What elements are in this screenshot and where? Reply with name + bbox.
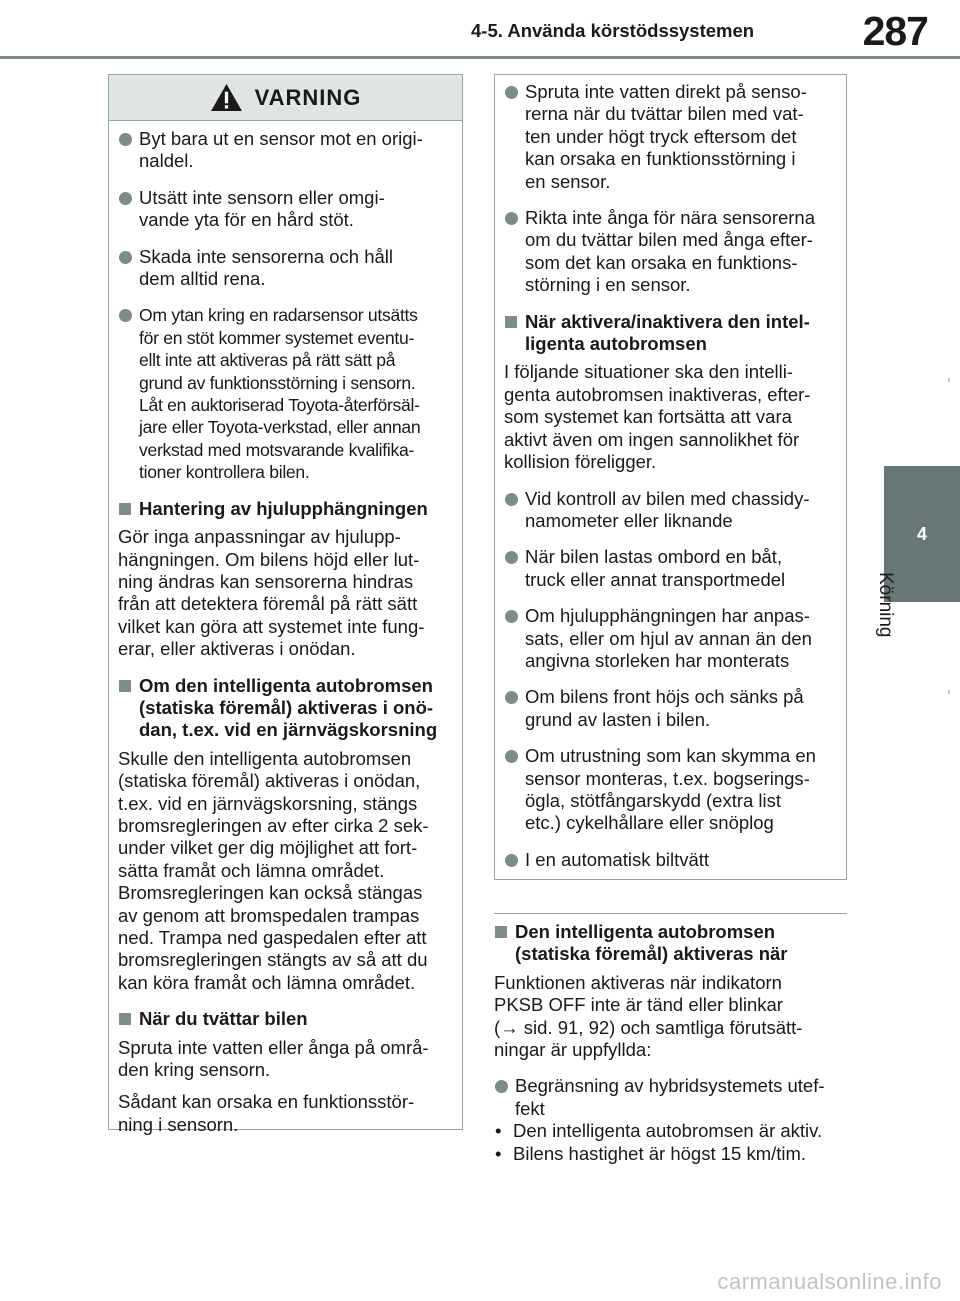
list-item-text: Om hjulupphängningen har anpas- sats, eller om hjul av annan än den angivna storleken har monterats bbox=[525, 605, 812, 671]
section-title: 4-5. Använda körstödssystemen bbox=[471, 20, 755, 41]
list-item-text: Skada inte sensorerna och håll dem alltid rena. bbox=[139, 245, 394, 290]
bullet-dot-icon bbox=[119, 251, 132, 264]
list-item-text: Vid kontroll av bilen med chassidy- namometer eller liknande bbox=[525, 487, 810, 531]
margin-tick bbox=[948, 690, 950, 694]
header-rule bbox=[0, 56, 960, 59]
list-item bbox=[504, 605, 832, 672]
bullet-dot-icon bbox=[119, 309, 132, 322]
list-item bbox=[118, 128, 448, 173]
section-heading-text: Om den intelligenta autobromsen (statiska föremål) aktiveras i onö- dan, t.ex. vid en järnvägskorsning bbox=[139, 674, 438, 741]
margin-tick bbox=[948, 378, 950, 382]
warning-label: VARNING bbox=[254, 84, 362, 110]
list-item bbox=[504, 488, 832, 533]
section-heading bbox=[494, 921, 847, 966]
list-item-text: Om utrustning som kan skymma en sensor monteras, t.ex. bogserings- ögla, stötfångarskydd (extra list etc.) cykelhållare eller snöplog bbox=[525, 745, 816, 834]
paragraph: Gör inga anpassningar av hjulupp- hängningen. Om bilens höjd eller lut- ning ändras kan sensorerna hindras från att detektera föremål på rätt sätt vilket kan göra att systemet inte fung- erar, eller aktiveras i onödan. bbox=[118, 526, 425, 660]
paragraph: I följande situationer ska den intelli- genta autobromsen inaktiveras, efter- som systemet kan fortsätta att vara aktivt även om ingen sannolikhet för kollision föreligger. bbox=[504, 361, 811, 473]
list-item-text: Begränsning av hybridsystemets utef- fekt bbox=[515, 1075, 825, 1119]
section-heading bbox=[504, 311, 832, 356]
list-item bbox=[118, 187, 448, 232]
list-item bbox=[494, 1075, 847, 1120]
paragraph: Skulle den intelligenta autobromsen (statiska föremål) aktiveras i onödan, t.ex. vid en järnvägskorsning, stängs bromsregleringen av efter cirka 2 sek- under vilket ger dig möjlighet att fort- sätta framåt och lämna området. Bromsregleringen kan också stängas av genom att bromspedalen trampas ned. Trampa ned gaspedalen efter att bromsregleringen stängts av så att du kan köra framåt och lämna området. bbox=[118, 747, 429, 993]
watermark: carmanualsonline.info bbox=[717, 1269, 942, 1294]
warning-content bbox=[109, 121, 462, 1136]
square-bullet-icon bbox=[505, 316, 517, 328]
bullet-dot-icon bbox=[505, 750, 518, 763]
square-bullet-icon bbox=[119, 1013, 131, 1025]
section-heading-text: När aktivera/inaktivera den intel- ligenta autobromsen bbox=[525, 310, 810, 355]
square-bullet-icon bbox=[119, 503, 131, 515]
chapter-number: 4 bbox=[916, 523, 927, 544]
list-item bbox=[494, 1120, 847, 1142]
bullet-dot-icon bbox=[505, 86, 518, 99]
bullet-dot-icon bbox=[505, 551, 518, 564]
bullet-dot-icon bbox=[119, 133, 132, 146]
list-item-text: Byt bara ut en sensor mot en origi- naldel. bbox=[139, 128, 423, 172]
bullet-dot-icon bbox=[505, 493, 518, 506]
list-item-text: Spruta inte vatten direkt på senso- rerna när du tvättar bilen med vat- ten under högt tryck eftersom det kan orsaka en funktionsstörning i en sensor. bbox=[525, 81, 807, 192]
chapter-label: Körning bbox=[875, 572, 896, 638]
bullet-dot-icon bbox=[119, 192, 132, 205]
bullet-dot-icon bbox=[495, 1080, 508, 1093]
list-item-text: När bilen lastas ombord en båt, truck eller annat transportmedel bbox=[525, 546, 786, 590]
list-item-text: Den intelligenta autobromsen är aktiv. bbox=[513, 1120, 823, 1142]
list-item-text: I en automatisk biltvätt bbox=[525, 848, 710, 870]
list-item-text: Bilens hastighet är högst 15 km/tim. bbox=[513, 1142, 807, 1164]
bullet-dot-icon bbox=[505, 212, 518, 225]
bullet-dot-icon bbox=[505, 854, 518, 867]
dot-bullet-icon: • bbox=[495, 1142, 502, 1164]
square-bullet-icon bbox=[495, 926, 507, 938]
warning-box bbox=[108, 74, 463, 1135]
list-item bbox=[118, 304, 448, 483]
section-heading bbox=[118, 675, 448, 742]
list-item bbox=[504, 81, 832, 193]
list-item bbox=[504, 686, 832, 731]
list-item-text: Rikta inte ånga för nära sensorerna om du tvättar bilen med ånga efter- som det kan orsaka en funktions- störning i en sensor. bbox=[525, 207, 816, 296]
list-item-text: Om ytan kring en radarsensor utsätts för en stöt kommer systemet eventu- ellt inte att aktiveras på rätt sätt på grund av funktionsstörning i sensorn. Låt en auktoriserad Toyota-återförsäl- jare eller Toyota-verkstad, eller annan verkstad med motsvarande kvalifika- tioner kontrollera bilen. bbox=[139, 305, 421, 483]
warning-content bbox=[495, 75, 846, 871]
list-item bbox=[504, 745, 832, 835]
list-item-text: Utsätt inte sensorn eller omgi- vande yta för en hård stöt. bbox=[139, 186, 385, 231]
warning-triangle-icon bbox=[210, 83, 243, 112]
warning-box-continued bbox=[494, 74, 847, 880]
list-item bbox=[504, 546, 832, 591]
paragraph: Spruta inte vatten eller ånga på områ- den kring sensorn. bbox=[118, 1036, 429, 1081]
square-bullet-icon bbox=[119, 680, 131, 692]
activation-section bbox=[494, 913, 847, 1165]
section-heading-text: Hantering av hjulupphängningen bbox=[139, 497, 428, 519]
section-heading bbox=[118, 498, 448, 520]
paragraph: Funktionen aktiveras när indikatorn PKSB OFF inte är tänd eller blinkar (→ sid. 91, 92) och samtliga förutsätt- ningar är uppfyllda: bbox=[494, 971, 803, 1061]
section-heading bbox=[118, 1008, 448, 1030]
list-item bbox=[118, 246, 448, 291]
list-item bbox=[494, 1143, 847, 1165]
section-heading-text: När du tvättar bilen bbox=[139, 1008, 308, 1030]
bullet-dot-icon bbox=[505, 610, 518, 623]
page-number: 287 bbox=[862, 8, 928, 54]
list-item bbox=[504, 207, 832, 297]
warning-header bbox=[109, 75, 462, 121]
dot-bullet-icon: • bbox=[495, 1120, 502, 1142]
paragraph: Sådant kan orsaka en funktionsstör- ning i sensorn. bbox=[118, 1091, 415, 1135]
list-item bbox=[504, 849, 832, 871]
list-item-text: Om bilens front höjs och sänks på grund av lasten i bilen. bbox=[525, 686, 804, 730]
bullet-dot-icon bbox=[505, 691, 518, 704]
section-heading-text: Den intelligenta autobromsen (statiska föremål) aktiveras när bbox=[515, 921, 788, 965]
